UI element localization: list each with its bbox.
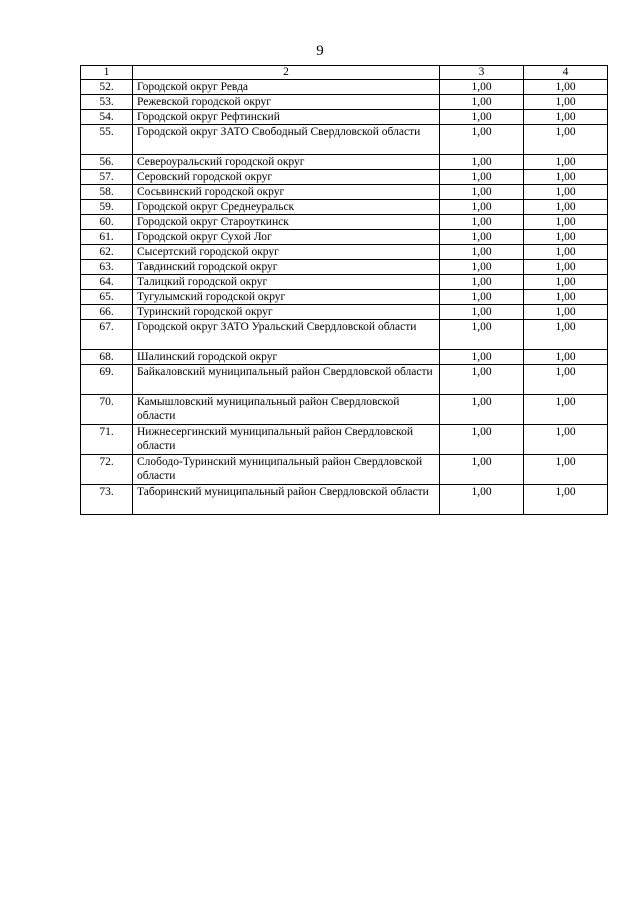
table-row	[81, 200, 608, 215]
col4-value: 1,00	[524, 485, 608, 515]
row-number: 64.	[81, 275, 133, 290]
table-row	[81, 170, 608, 185]
col4-value: 1,00	[524, 290, 608, 305]
table-row	[81, 215, 608, 230]
row-number: 61.	[81, 230, 133, 245]
col3-value: 1,00	[440, 275, 524, 290]
col4-value: 1,00	[524, 365, 608, 395]
table-row	[81, 185, 608, 200]
allocation-table	[80, 65, 608, 515]
row-number: 52.	[81, 80, 133, 95]
municipality-name: Камышловский муниципальный район Свердловской области	[133, 395, 440, 425]
col3-value: 1,00	[440, 320, 524, 350]
page-number: 9	[316, 43, 324, 59]
table-row	[81, 395, 608, 425]
municipality-name: Тавдинский городской округ	[133, 260, 440, 275]
col3-value: 1,00	[440, 215, 524, 230]
table-row	[81, 275, 608, 290]
col4-value: 1,00	[524, 125, 608, 155]
col4-value: 1,00	[524, 80, 608, 95]
col4-value: 1,00	[524, 395, 608, 425]
col4-value: 1,00	[524, 110, 608, 125]
col4-value: 1,00	[524, 260, 608, 275]
municipality-name: Сосьвинский городской округ	[133, 185, 440, 200]
row-number: 65.	[81, 290, 133, 305]
municipality-name: Североуральский городской округ	[133, 155, 440, 170]
col3-value: 1,00	[440, 200, 524, 215]
row-number: 58.	[81, 185, 133, 200]
col4-value: 1,00	[524, 455, 608, 485]
col3-value: 1,00	[440, 305, 524, 320]
municipality-name: Городской округ Староуткинск	[133, 215, 440, 230]
municipality-name: Таборинский муниципальный район Свердловской области	[133, 485, 440, 515]
col4-value: 1,00	[524, 245, 608, 260]
col3-value: 1,00	[440, 80, 524, 95]
municipality-name: Талицкий городской округ	[133, 275, 440, 290]
table-row	[81, 290, 608, 305]
col3-value: 1,00	[440, 485, 524, 515]
table-row	[81, 485, 608, 515]
municipality-name: Шалинский городской округ	[133, 350, 440, 365]
municipality-name: Городской округ ЗАТО Уральский Свердловской области	[133, 320, 440, 350]
table-body	[81, 80, 608, 515]
table-row	[81, 125, 608, 155]
row-number: 56.	[81, 155, 133, 170]
municipality-name: Городской округ Среднеуральск	[133, 200, 440, 215]
col4-value: 1,00	[524, 305, 608, 320]
col3-value: 1,00	[440, 185, 524, 200]
row-number: 72.	[81, 455, 133, 485]
col4-value: 1,00	[524, 350, 608, 365]
municipality-name: Нижнесергинский муниципальный район Свердловской области	[133, 425, 440, 455]
col4-value: 1,00	[524, 155, 608, 170]
table-row	[81, 305, 608, 320]
col3-value: 1,00	[440, 425, 524, 455]
municipality-name: Режевской городской округ	[133, 95, 440, 110]
table-header	[81, 66, 608, 80]
col3-value: 1,00	[440, 290, 524, 305]
col4-value: 1,00	[524, 95, 608, 110]
col3-value: 1,00	[440, 350, 524, 365]
col4-value: 1,00	[524, 170, 608, 185]
table-row	[81, 80, 608, 95]
municipality-name: Городской округ Рефтинский	[133, 110, 440, 125]
row-number: 55.	[81, 125, 133, 155]
table-row	[81, 230, 608, 245]
header-col-2: 2	[133, 66, 440, 80]
table-row	[81, 155, 608, 170]
municipality-name: Городской округ ЗАТО Свободный Свердловской области	[133, 125, 440, 155]
municipality-name: Городской округ Ревда	[133, 80, 440, 95]
municipality-name: Серовский городской округ	[133, 170, 440, 185]
row-number: 66.	[81, 305, 133, 320]
col4-value: 1,00	[524, 200, 608, 215]
row-number: 63.	[81, 260, 133, 275]
col4-value: 1,00	[524, 275, 608, 290]
table-row	[81, 260, 608, 275]
row-number: 69.	[81, 365, 133, 395]
header-row	[81, 66, 608, 80]
municipality-name: Байкаловский муниципальный район Свердловской области	[133, 365, 440, 395]
row-number: 68.	[81, 350, 133, 365]
row-number: 59.	[81, 200, 133, 215]
table-row	[81, 245, 608, 260]
row-number: 73.	[81, 485, 133, 515]
col3-value: 1,00	[440, 455, 524, 485]
header-col-4: 4	[524, 66, 608, 80]
table-row	[81, 365, 608, 395]
row-number: 67.	[81, 320, 133, 350]
col3-value: 1,00	[440, 260, 524, 275]
table-row	[81, 320, 608, 350]
table-row	[81, 110, 608, 125]
row-number: 71.	[81, 425, 133, 455]
col3-value: 1,00	[440, 170, 524, 185]
municipality-name: Туринский городской округ	[133, 305, 440, 320]
row-number: 53.	[81, 95, 133, 110]
table-row	[81, 350, 608, 365]
municipality-name: Слободо-Туринский муниципальный район Свердловской области	[133, 455, 440, 485]
row-number: 62.	[81, 245, 133, 260]
col3-value: 1,00	[440, 155, 524, 170]
table-row	[81, 455, 608, 485]
col3-value: 1,00	[440, 110, 524, 125]
col4-value: 1,00	[524, 215, 608, 230]
table-row	[81, 95, 608, 110]
col3-value: 1,00	[440, 245, 524, 260]
row-number: 57.	[81, 170, 133, 185]
header-col-1: 1	[81, 66, 133, 80]
row-number: 70.	[81, 395, 133, 425]
col4-value: 1,00	[524, 185, 608, 200]
row-number: 54.	[81, 110, 133, 125]
col3-value: 1,00	[440, 125, 524, 155]
col3-value: 1,00	[440, 95, 524, 110]
row-number: 60.	[81, 215, 133, 230]
col4-value: 1,00	[524, 320, 608, 350]
col4-value: 1,00	[524, 425, 608, 455]
header-col-3: 3	[440, 66, 524, 80]
col3-value: 1,00	[440, 365, 524, 395]
municipality-name: Городской округ Сухой Лог	[133, 230, 440, 245]
municipality-name: Тугулымский городской округ	[133, 290, 440, 305]
col4-value: 1,00	[524, 230, 608, 245]
table-row	[81, 425, 608, 455]
municipality-name: Сысертский городской округ	[133, 245, 440, 260]
col3-value: 1,00	[440, 395, 524, 425]
col3-value: 1,00	[440, 230, 524, 245]
